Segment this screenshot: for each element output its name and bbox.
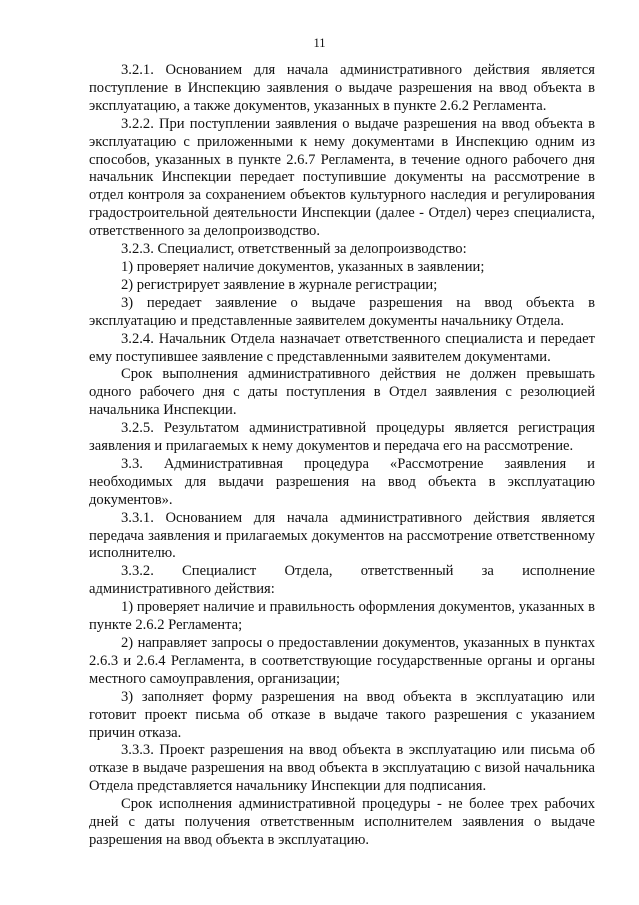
paragraph-3-3: 3.3. Административная процедура «Рассмотрение заявления и необходимых для выдачи разрешения на ввод объекта в эксплуатацию документов». [89,455,595,508]
list-item-verify-documents: 1) проверяет наличие и правильность оформления документов, указанных в пункте 2.6.2 Регламента; [89,599,595,634]
paragraph-deadline-action: Срок выполнения административного действия не должен превышать одного рабочего дня с даты поступления в Отдел заявления с резолюцией начальника Инспекции. [89,366,595,419]
paragraph-3-3-2: 3.3.2. Специалист Отдела, ответственный за исполнение административного действия: [89,563,595,598]
list-item-check-documents: 1) проверяет наличие документов, указанных в заявлении; [121,258,485,275]
list-item-register-application: 2) регистрирует заявление в журнале регистрации; [121,276,438,293]
paragraph-3-2-5: 3.2.5. Результатом административной процедуры является регистрация заявления и прилагаемых к нему документов и передача его на рассмотрение. [89,420,595,455]
list-item-send-requests: 2) направляет запросы о предоставлении документов, указанных в пунктах 2.6.3 и 2.6.4 Регламента, в соответствующие государственные органы и органы местного самоуправления, организации; [89,635,595,687]
page-number: 11 [313,36,326,50]
paragraph-3-3-1: 3.3.1. Основанием для начала административного действия является передача заявления и прилагаемых документов на рассмотрение ответственному исполнителю. [89,509,595,562]
list-item-transfer-application: 3) передает заявление о выдаче разрешения на ввод объекта в эксплуатацию и представленные заявителем документы начальнику Отдела. [89,294,595,329]
paragraph-3-2-2: 3.2.2. При поступлении заявления о выдаче разрешения на ввод объекта в эксплуатацию с приложенными к нему документами в Инспекцию одним из способов, указанных в пункте 2.6.7 Регламента, в течение одного рабочего дня начальник Инспекции передает поступившие документы на рассмотрение в отдел контроля за сохранением объектов культурного наследия и регулирования градостроительной деятельности Инспекции (далее - Отдел) через специалиста, ответственного за делопроизводство. [89,115,595,240]
paragraph-3-2-1: 3.2.1. Основанием для начала административного действия является поступление в Инспекцию заявления о выдаче разрешения на ввод объекта в эксплуатацию, а также документов, указанных в пункте 2.6.2 Регламента. [89,62,595,114]
document-body [89,62,595,850]
list-item-fill-form: 3) заполняет форму разрешения на ввод объекта в эксплуатацию или готовит проект письма об отказе в выдаче такого разрешения с указанием причин отказа. [89,688,595,741]
paragraph-3-3-3: 3.3.3. Проект разрешения на ввод объекта в эксплуатацию или письма об отказе в выдаче разрешения на ввод объекта в эксплуатацию с визой начальника Отдела представляется начальнику Инспекции для подписания. [89,742,595,795]
paragraph-3-2-3: 3.2.3. Специалист, ответственный за делопроизводство: [121,241,467,258]
paragraph-3-2-4: 3.2.4. Начальник Отдела назначает ответственного специалиста и передает ему поступившее заявление с представленными заявителем документами. [89,330,595,365]
paragraph-deadline-procedure: Срок исполнения административной процедуры - не более трех рабочих дней с даты получения ответственным исполнителем заявления о выдаче разрешения на ввод объекта в эксплуатацию. [89,796,595,848]
